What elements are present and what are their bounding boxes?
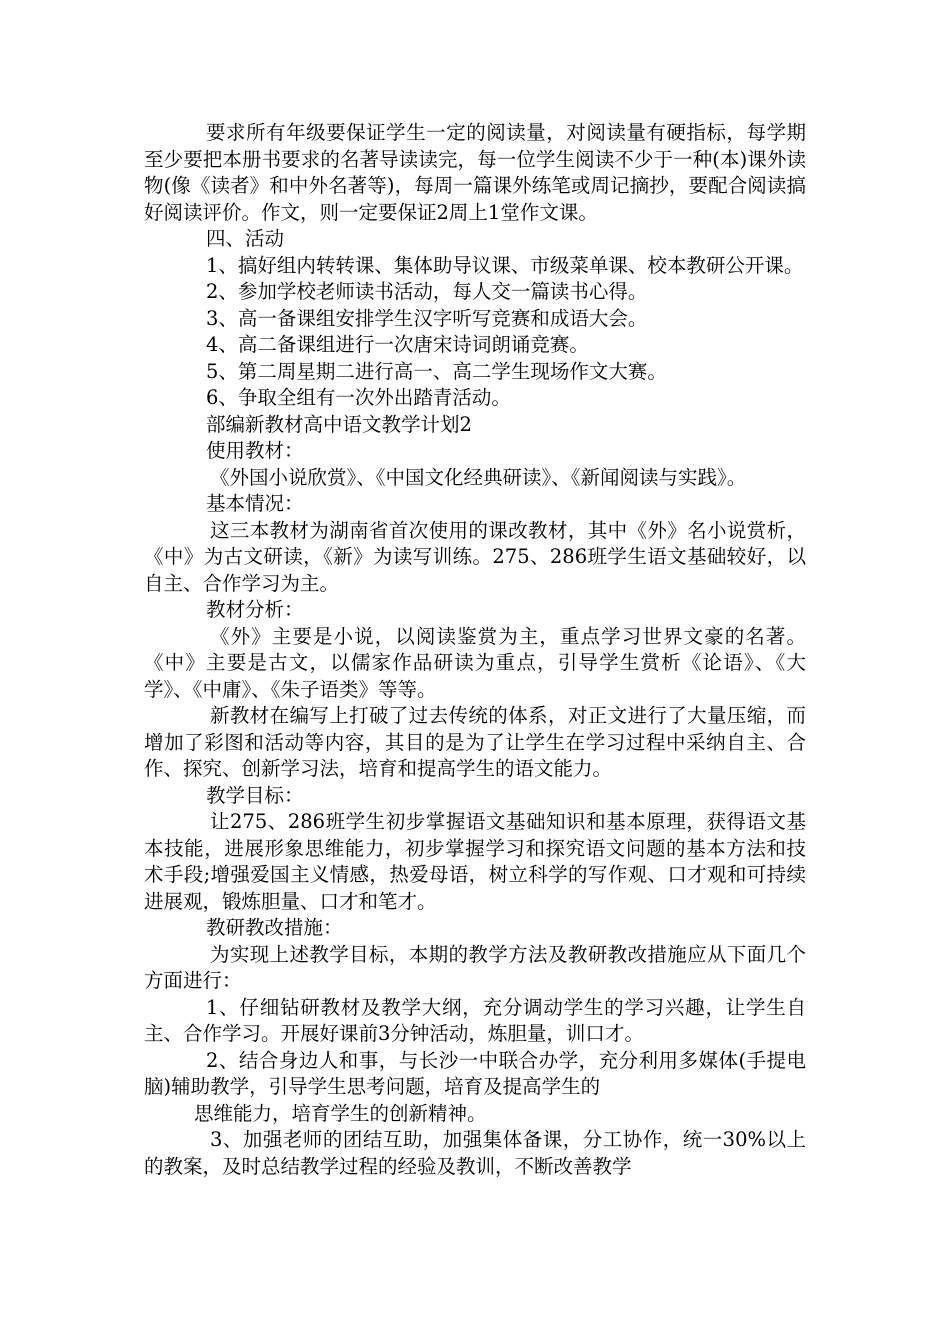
heading-teaching-goals: 教学目标： [206, 783, 304, 807]
heading-textbooks: 使用教材： [206, 439, 304, 462]
heading-activities: 四、活动 [206, 227, 285, 250]
document-page [144, 120, 806, 1180]
list-item-measure-2: 2、结合身边人和事，与长沙一中联合办学，充分利用多媒体(手提电脑)辅助教学，引导学生思考问题，培育及提高学生的 [144, 1048, 806, 1098]
paragraph-reading-requirements: 要求所有年级要保证学生一定的阅读量，对阅读量有硬指标，每学期至少要把本册书要求的名著导读读完，每一位学生阅读不少于一种(本)课外读物(像《读者》和中外名著等)，每周一篇课外练笔或周记摘抄，要配合阅读搞好阅读评价。作文，则一定要保证2周上1堂作文课。 [144, 121, 806, 224]
heading-teaching-measures: 教研教改措施： [206, 916, 343, 939]
list-item-activity-2: 2、参加学校老师读书活动，每人交一篇读书心得。 [206, 280, 648, 303]
list-item-activity-1: 1、搞好组内转转课、集体助导议课、市级菜单课、校本教研公开课。 [206, 253, 804, 277]
list-item-activity-6: 6、争取全组有一次外出踏青活动。 [206, 386, 511, 409]
list-item-activity-3: 3、高一备课组安排学生汉字听写竞赛和成语大会。 [206, 306, 648, 330]
list-item-activity-5: 5、第二周星期二进行高一、高二学生现场作文大赛。 [206, 359, 667, 383]
paragraph-teaching-measures: 为实现上述教学目标，本期的教学方法及教研教改措施应从下面几个方面进行： [144, 942, 806, 992]
paragraph-new-textbook: 新教材在编写上打破了过去传统的体系，对正文进行了大量压缩，而增加了彩图和活动等内容，其目的是为了让学生在学习过程中采纳自主、合作、探究、创新学习法，培育和提高学生的语文能力。 [144, 704, 806, 780]
paragraph-textbooks: 《外国小说欣赏》、《中国文化经典研读》、《新闻阅读与实践》。 [210, 465, 747, 489]
paragraph-textbook-analysis: 《外》主要是小说，以阅读鉴赏为主，重点学习世界文豪的名著。《中》主要是古文，以儒家作品研读为重点，引导学生赏析《论语》、《大学》、《中庸》、《朱子语类》等等。 [144, 624, 806, 701]
paragraph-teaching-goals: 让275、286班学生初步掌握语文基础知识和基本原理，获得语文基本技能，进展形象思维能力，初步掌握学习和探究语文问题的基本方法和技术手段;增强爱国主义情感，热爱母语，树立科学的写作观、口才观和可持续进展观，锻炼胆量、口才和笔才。 [144, 810, 806, 913]
heading-textbook-analysis: 教材分析： [206, 598, 304, 621]
list-item-measure-2-continued: 思维能力，培育学生的创新精神。 [194, 1101, 487, 1125]
list-item-measure-3: 3、加强老师的团结互助，加强集体备课，分工协作，统一30%以上的教案，及时总结教学过程的经验及教训，不断改善教学 [144, 1128, 806, 1178]
list-item-activity-4: 4、高二备课组进行一次唐宋诗词朗诵竞赛。 [206, 333, 589, 356]
paragraph-basic-situation: 这三本教材为湖南省首次使用的课改教材，其中《外》名小说赏析，《中》为古文研读，《新》为读写训练。275、286班学生语文基础较好，以自主、合作学习为主。 [144, 518, 806, 595]
list-item-measure-1: 1、仔细钻研教材及教学大纲，充分调动学生的学习兴趣，让学生自主、合作学习。开展好课前3分钟活动，炼胆量，训口才。 [144, 995, 806, 1045]
heading-basic-situation: 基本情况： [206, 492, 304, 515]
section-title-plan-2: 部编新教材高中语文教学计划2 [206, 412, 472, 436]
